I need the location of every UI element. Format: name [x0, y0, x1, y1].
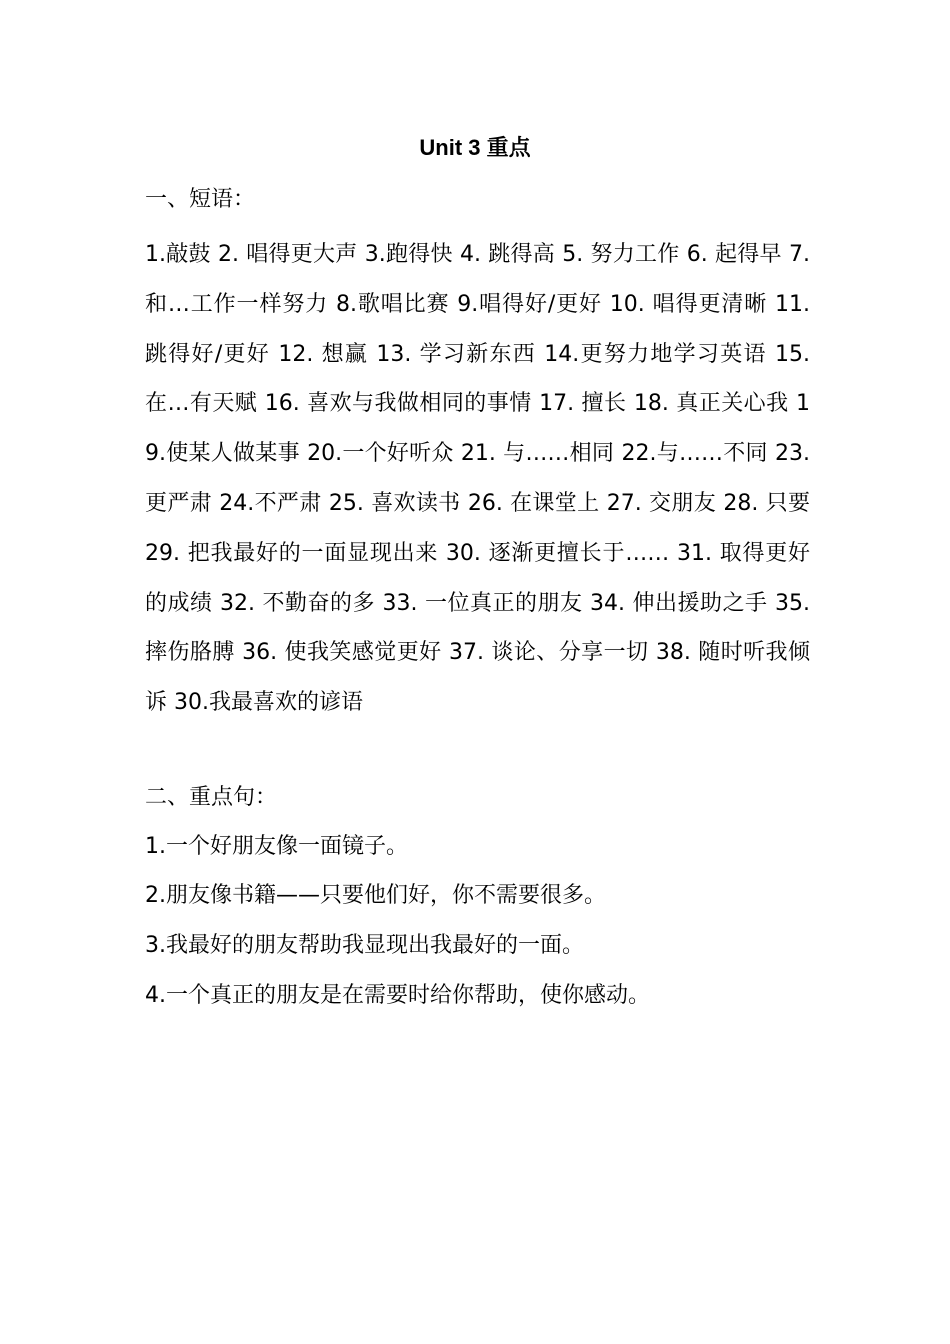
key-sentence: 4.一个真正的朋友是在需要时给你帮助，使你感动。	[145, 983, 650, 1008]
document-title: Unit 3 重点	[419, 135, 531, 160]
key-sentence: 3.我最好的朋友帮助我显现出我最好的一面。	[145, 933, 584, 958]
key-sentence: 2.朋友像书籍——只要他们好，你不需要很多。	[145, 883, 606, 908]
section-heading-phrases: 一、短语：	[145, 187, 256, 212]
key-sentence: 1.一个好朋友像一面镜子。	[145, 834, 408, 859]
phrases-paragraph: 1.敲鼓 2. 唱得更大声 3.跑得快 4. 跳得高 5. 努力工作 6. 起得早 7. 和…工作一样努力 8.歌唱比赛 9.唱得好/更好 10. 唱得更清晰 11. 跳得好/更好 12. 想赢 13. 学习新东西 14.更努力地学习英语 15.在…有天赋 16. 喜欢与我做相同的事情 17. 擅长 18. 真正关心我 19.使某人做某事 20.一个好听众 21. 与……相同 22.与……不同 23.更严肃 24.不严肃 25. 喜欢读书 26. 在课堂上 27. 交朋友 28. 只要 29. 把我最好的一面显现出来 30. 逐渐更擅长于…… 31. 取得更好的成绩 32. 不勤奋的多 33. 一位真正的朋友 34. 伸出援助之手 35. 摔伤胳膊 36. 使我笑感觉更好 37. 谈论、分享一切 38. 随时听我倾诉 30.我最喜欢的谚语	[145, 242, 810, 716]
section-heading-key-sentences: 二、重点句：	[145, 785, 278, 810]
